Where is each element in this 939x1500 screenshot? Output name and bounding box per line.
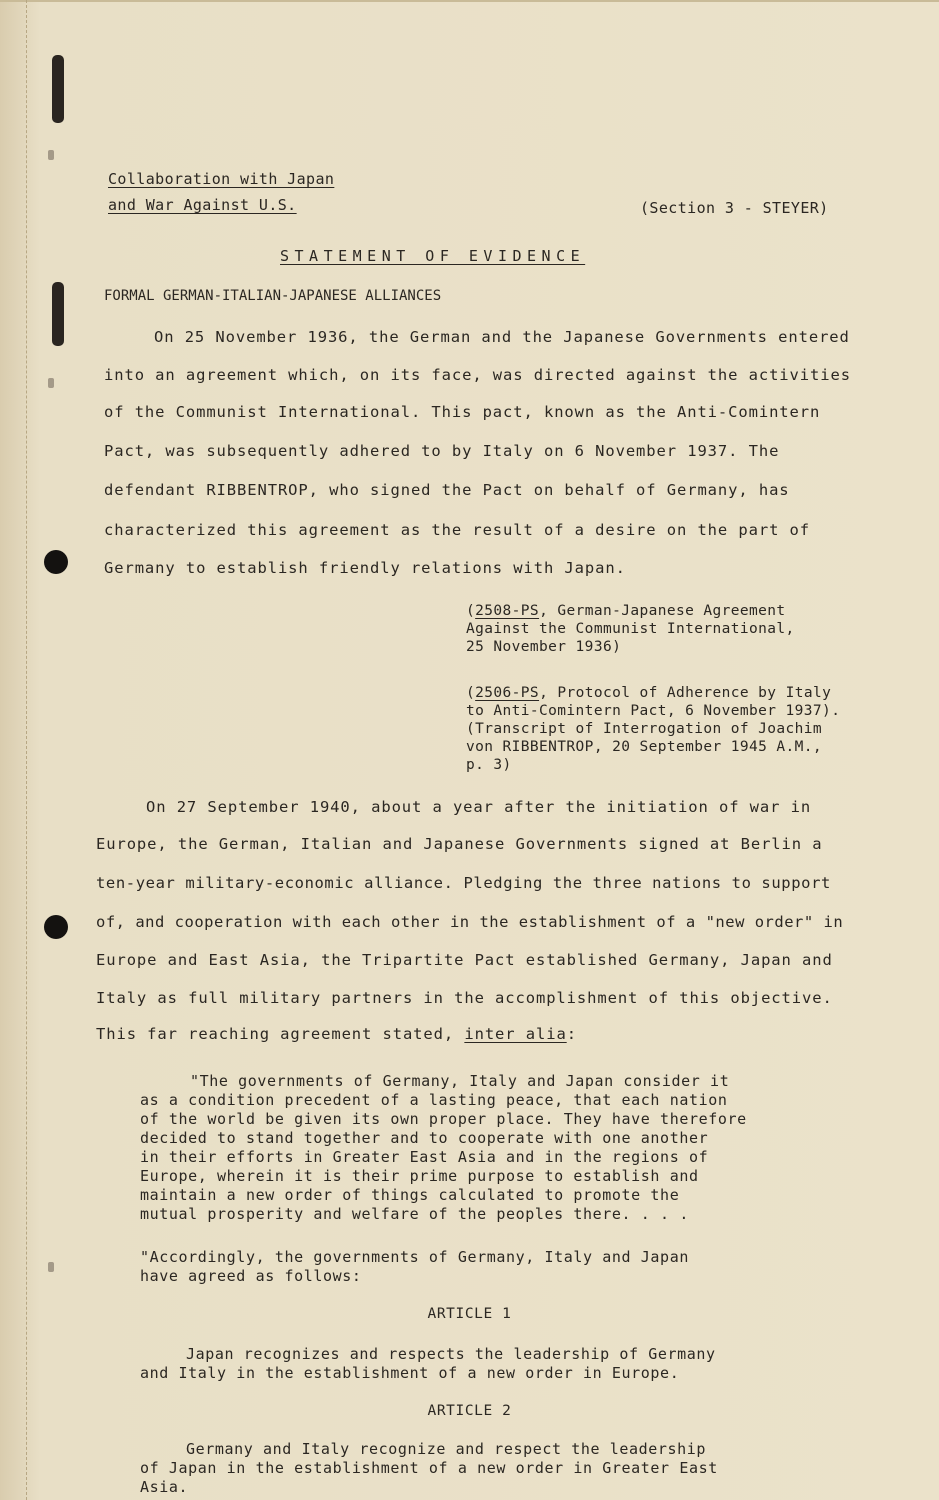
article-1-heading: ARTICLE 1 (427, 1306, 512, 1322)
staple-mark-middle (52, 282, 64, 346)
staple-mark-top (52, 55, 64, 123)
article-2-line: Germany and Italy recognize and respect the leadership (186, 1440, 707, 1458)
citation-2-text: , Protocol of Adherence by Italy (539, 685, 832, 701)
para2-line: This far reaching agreement stated, (96, 1025, 465, 1043)
para1-line: into an agreement which, on its face, was directed against the activities (104, 366, 851, 384)
citation-2 (466, 684, 840, 774)
para1-line: On 25 November 1936, the German and the Japanese Governments entered (154, 328, 850, 346)
punch-hole-lower (44, 915, 68, 939)
para2-last-line (96, 1025, 577, 1043)
para1-line: characterized this agreement as the result of a desire on the part of (104, 521, 810, 539)
page-top-edge (0, 0, 939, 2)
citation-1-open: ( (466, 603, 476, 619)
citation-2-text: p. 3) (466, 757, 512, 773)
para1-line: defendant RIBBENTROP, who signed the Pact on behalf of Germany, has (104, 481, 790, 499)
citation-1-text: 25 November 1936) (466, 639, 622, 655)
article-1-line: and Italy in the establishment of a new order in Europe. (140, 1364, 680, 1382)
paper-speck (48, 378, 54, 388)
quote1-line: of the world be given its own proper place. They have therefore (140, 1110, 747, 1128)
quote2-line: "Accordingly, the governments of Germany, Italy and Japan (140, 1248, 689, 1266)
quote1-line: "The governments of Germany, Italy and Japan consider it (190, 1072, 730, 1090)
citation-1-text: Against the Communist International, (466, 621, 795, 637)
citation-1 (466, 602, 795, 656)
citation-2-text: to Anti-Comintern Pact, 6 November 1937). (466, 703, 841, 719)
document-title: STATEMENT OF EVIDENCE (280, 247, 586, 265)
para1-line: Pact, was subsequently adhered to by Italy on 6 November 1937. The (104, 442, 780, 460)
citation-1-ref: 2508-PS (475, 603, 540, 619)
quote1-line: mutual prosperity and welfare of the peoples there. . . . (140, 1205, 689, 1223)
article-2-heading: ARTICLE 2 (427, 1403, 512, 1419)
subject-line-1: Collaboration with Japan (108, 170, 335, 188)
para2-line: Italy as full military partners in the accomplishment of this objective. (96, 989, 833, 1007)
quote1-line: decided to stand together and to cooperate with one another (140, 1129, 709, 1147)
citation-1-text: , German-Japanese Agreement (539, 603, 786, 619)
section-subheading: FORMAL GERMAN-ITALIAN-JAPANESE ALLIANCES (104, 288, 442, 304)
quote1-line: in their efforts in Greater East Asia and in the regions of (140, 1148, 709, 1166)
para2-line: Europe and East Asia, the Tripartite Pact established Germany, Japan and (96, 951, 833, 969)
quote1-line: Europe, wherein it is their prime purpose to establish and (140, 1167, 699, 1185)
section-label: (Section 3 - STEYER) (640, 199, 829, 217)
citation-2-ref: 2506-PS (475, 685, 540, 701)
para2-line: ten-year military-economic alliance. Pledging the three nations to support (96, 874, 831, 892)
article-2-line: Asia. (140, 1478, 189, 1496)
quote1-line: as a condition precedent of a lasting peace, that each nation (140, 1091, 728, 1109)
citation-2-open: ( (466, 685, 476, 701)
para1-line: of the Communist International. This pact, known as the Anti-Comintern (104, 403, 821, 421)
paper-speck (48, 1262, 54, 1272)
para2-line: of, and cooperation with each other in the establishment of a "new order" in (96, 913, 844, 931)
article-2-line: of Japan in the establishment of a new order in Greater East (140, 1459, 718, 1477)
para2-line: On 27 September 1940, about a year after the initiation of war in (146, 798, 812, 816)
para2-line: Europe, the German, Italian and Japanese Governments signed at Berlin a (96, 835, 823, 853)
binding-margin (26, 0, 27, 1500)
citation-2-text: von RIBBENTROP, 20 September 1945 A.M., (466, 739, 823, 755)
quote2-line: have agreed as follows: (140, 1267, 362, 1285)
inter-alia: inter alia (464, 1025, 567, 1043)
para2-colon: : (566, 1025, 577, 1043)
citation-2-text: (Transcript of Interrogation of Joachim (466, 721, 823, 737)
quote1-line: maintain a new order of things calculated to promote the (140, 1186, 680, 1204)
subject-line-2: and War Against U.S. (108, 196, 297, 214)
para1-line: Germany to establish friendly relations with Japan. (104, 559, 626, 577)
paper-speck (48, 150, 54, 160)
article-1-line: Japan recognizes and respects the leadership of Germany (186, 1345, 716, 1363)
punch-hole-upper (44, 550, 68, 574)
